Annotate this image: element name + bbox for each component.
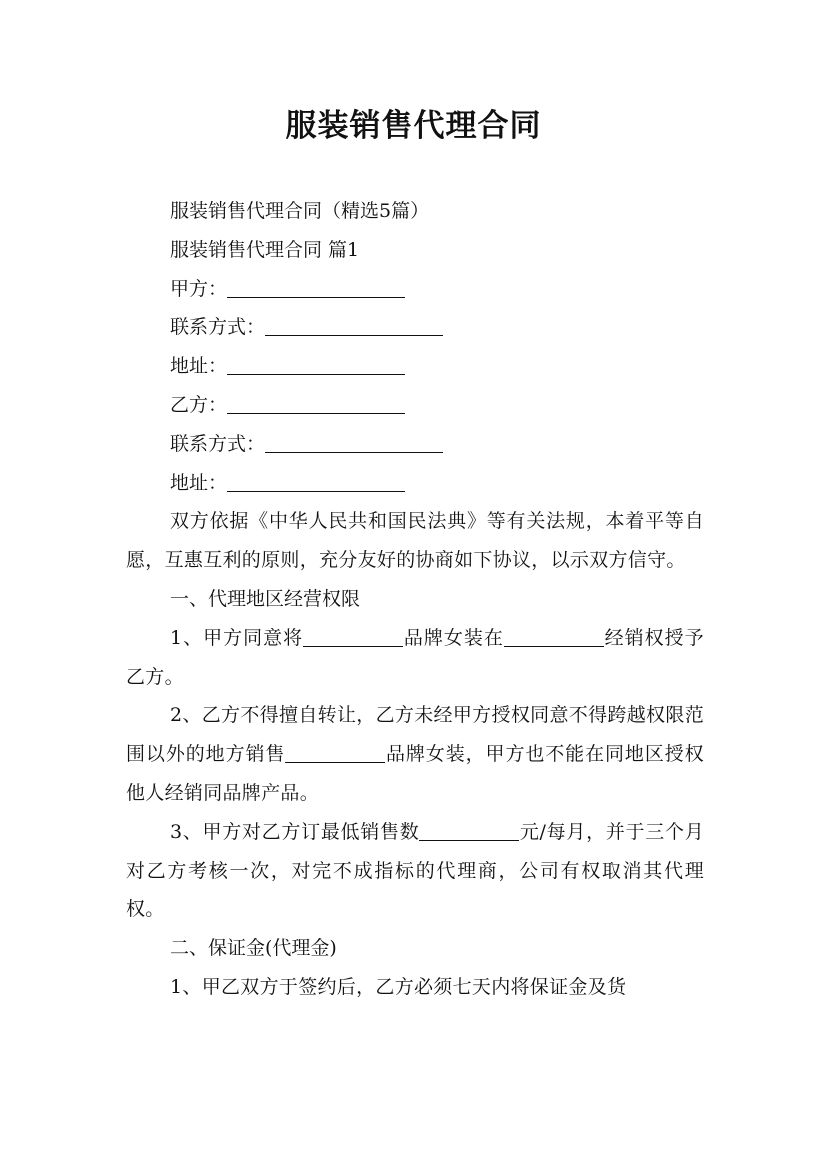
party-b-blank	[227, 394, 405, 414]
heading-territory: 一、代理地区经营权限	[170, 587, 361, 610]
document-body	[126, 192, 704, 1007]
brand-blank-2	[285, 743, 385, 763]
party-a-contact-blank	[265, 316, 443, 336]
clause-2-text-a: 2、乙方不得擅自转让，乙方未经甲方授权同意不得跨越权限范围以外的地方销售	[126, 704, 704, 766]
clause-3-text-a: 3、甲方对乙方订最低销售数	[170, 820, 420, 843]
party-b-contact-blank	[265, 433, 443, 453]
min-sales-blank	[419, 821, 519, 841]
document-subtitle: 服装销售代理合同（精选5篇）	[170, 200, 430, 222]
region-blank	[504, 627, 604, 647]
party-a-address-line	[126, 347, 704, 386]
section-heading: 服装销售代理合同 篇1	[170, 238, 360, 261]
clause-1-text-b: 品牌女装在	[403, 626, 504, 649]
party-b-label: 乙方：	[170, 393, 228, 416]
party-b-address-blank	[227, 472, 405, 492]
party-b-line	[126, 386, 704, 425]
party-a-blank	[227, 278, 405, 298]
party-b-contact-line	[126, 425, 704, 464]
party-a-line	[126, 270, 704, 309]
heading-deposit: 二、保证金(代理金)	[170, 937, 337, 960]
party-a-contact-label: 联系方式：	[170, 316, 266, 339]
clause-2-text-b: 品牌女装，甲方也不能在同地区授权他人经销同品牌产品。	[126, 743, 704, 804]
party-a-label: 甲方：	[170, 277, 228, 300]
clause-1-text-c: 经销权授予乙方。	[126, 626, 704, 688]
clause-3	[126, 813, 704, 929]
clause-1-text-a: 1、甲方同意将	[170, 626, 304, 649]
document-title: 服装销售代理合同	[285, 108, 542, 144]
party-b-contact-label: 联系方式：	[170, 432, 266, 455]
preamble-paragraph: 双方依据《中华人民共和国民法典》等有关法规，本着平等自愿，互惠互利的原则，充分友好的协商如下协议，以示双方信守。	[126, 510, 704, 572]
party-a-address-label: 地址：	[170, 355, 228, 378]
party-a-contact-line	[126, 308, 704, 347]
party-b-address-line	[126, 464, 704, 503]
clause-2	[126, 696, 704, 812]
brand-blank	[303, 627, 403, 647]
party-a-address-blank	[227, 355, 405, 375]
clause-4: 1、甲乙双方于签约后，乙方必须七天内将保证金及货	[170, 975, 627, 998]
clause-1	[126, 619, 704, 697]
clause-3-text-b: 元/每月，并于三个月对乙方考核一次，对完不成指标的代理商，公司有权取消其代理权。	[126, 820, 704, 921]
party-b-address-label: 地址：	[170, 471, 228, 494]
